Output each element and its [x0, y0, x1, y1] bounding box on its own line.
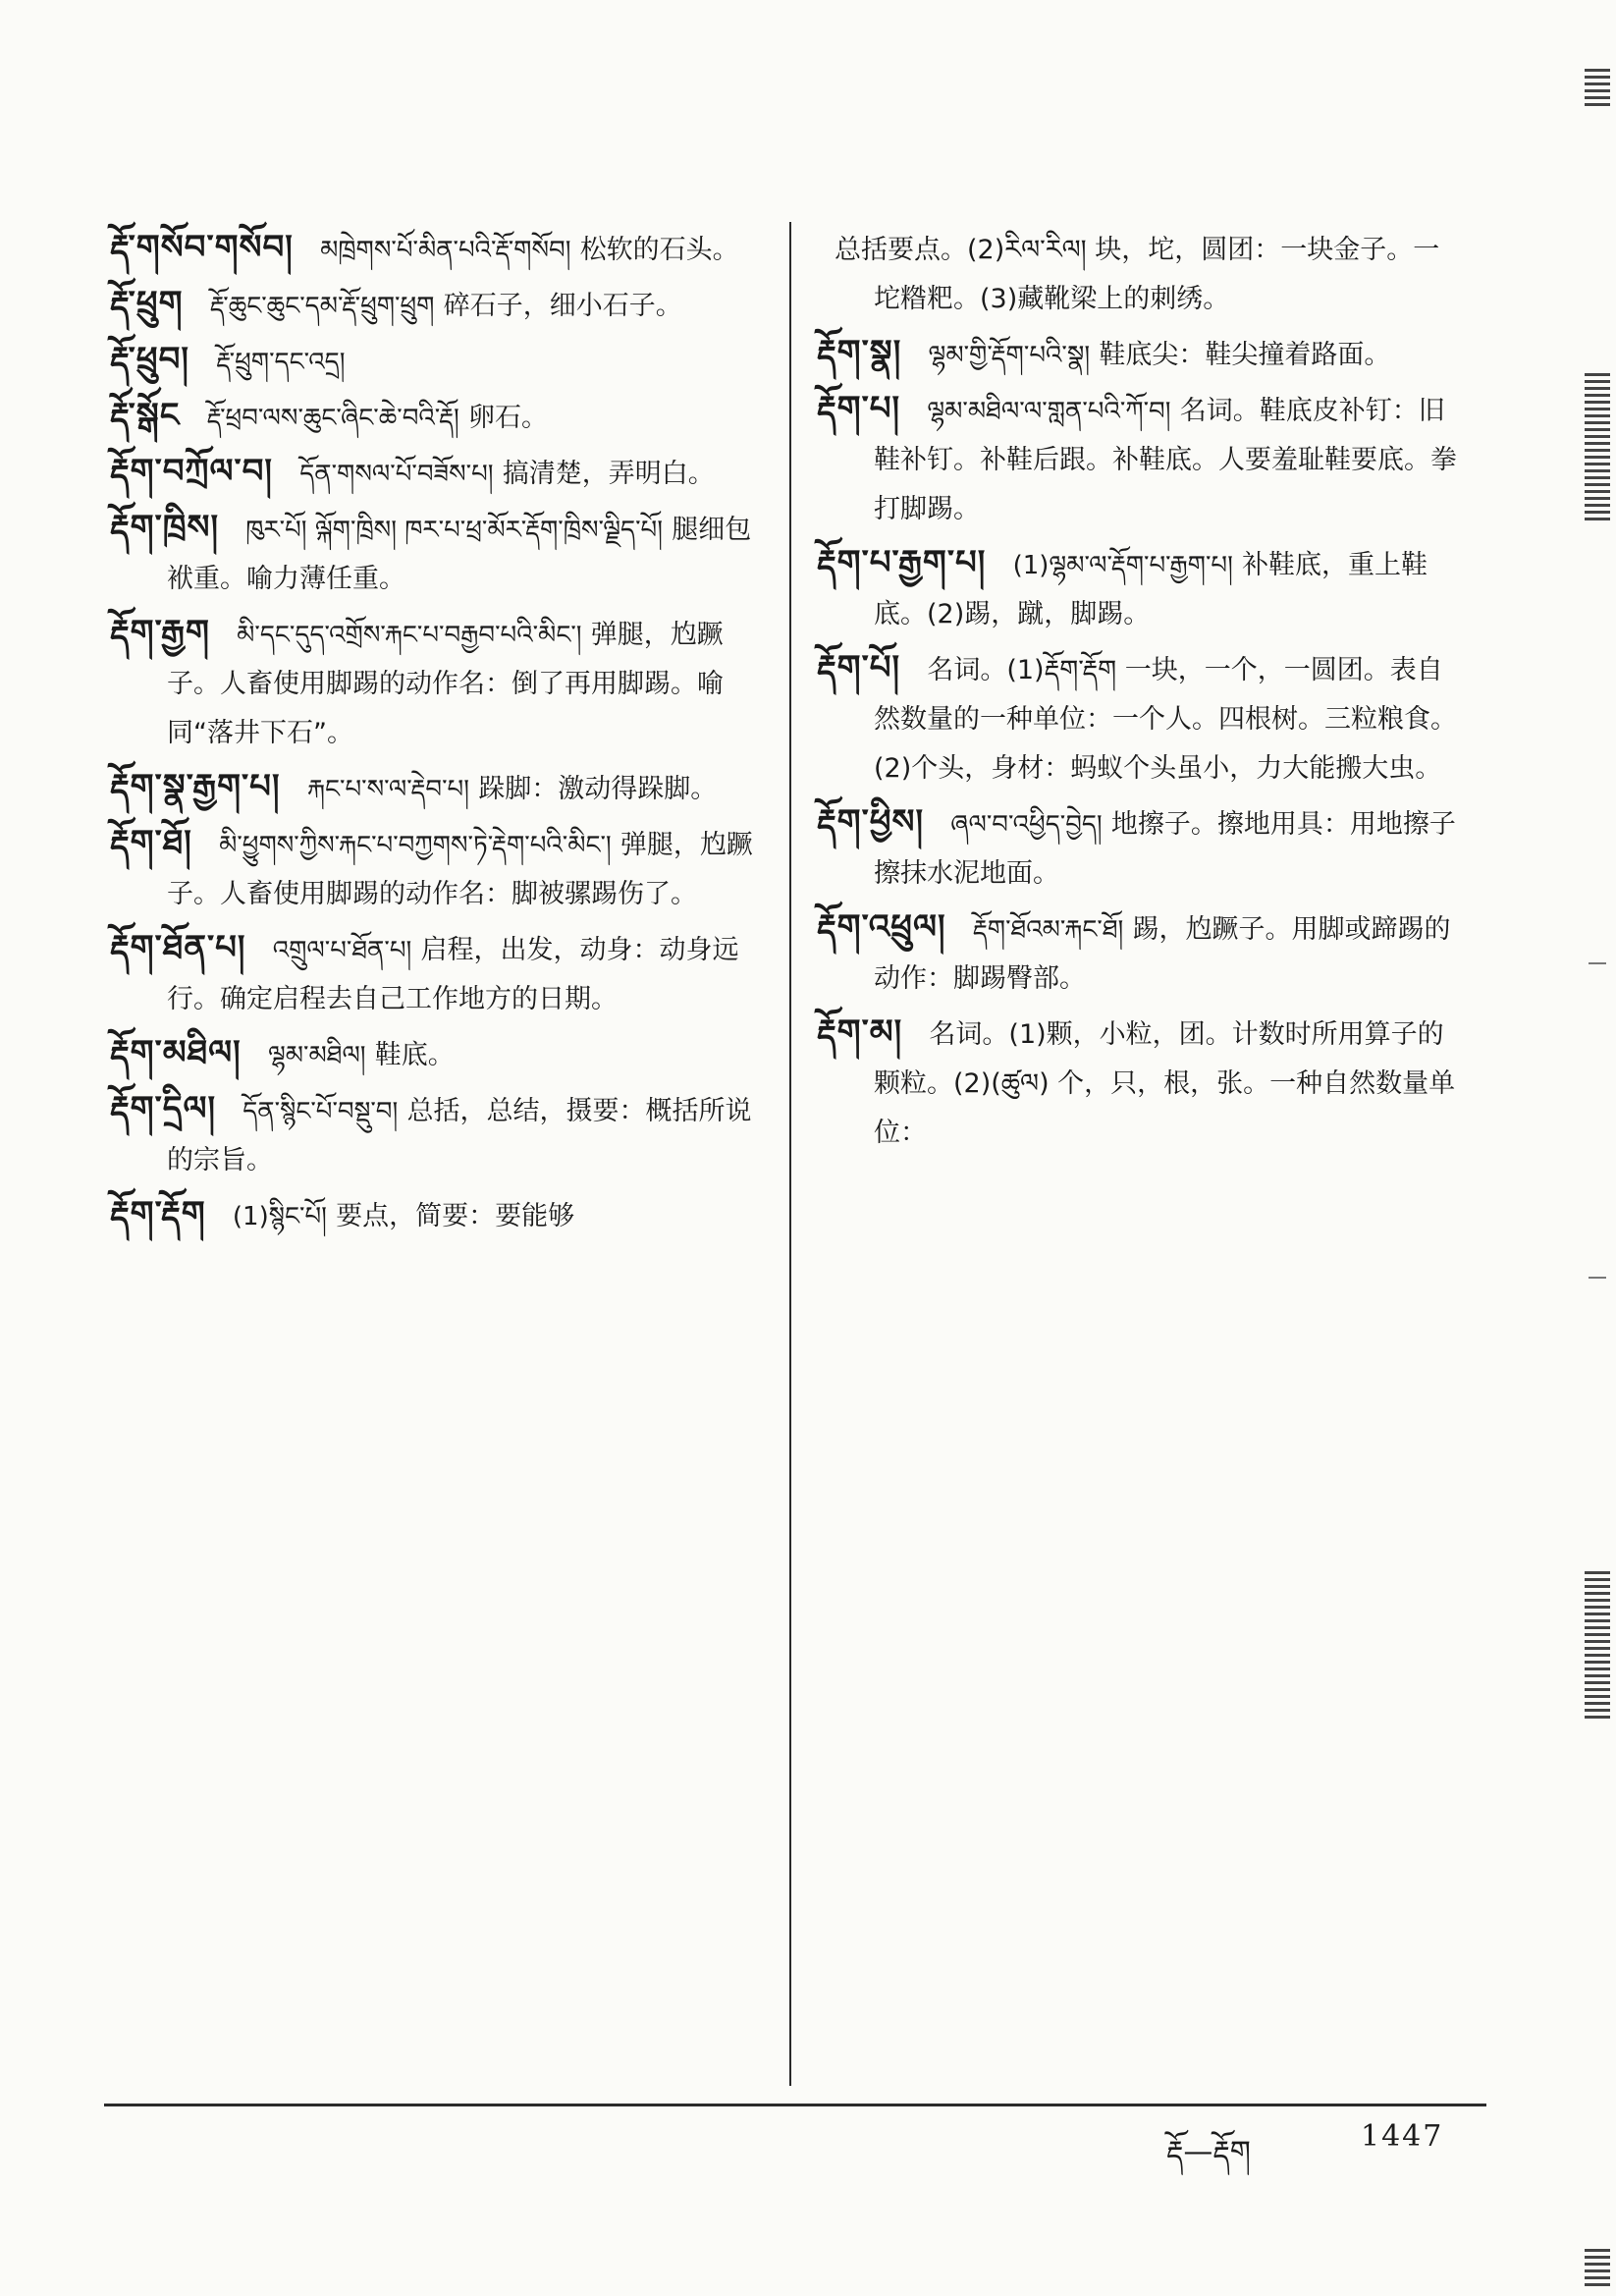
column-divider: [789, 222, 791, 2086]
dictionary-entry: [817, 539, 1465, 638]
entry-headword: རྡོ་ཕྲུག: [110, 284, 184, 323]
entry-headword: རྡོག་པ་རྒྱག་པ།: [817, 543, 987, 582]
entry-chinese-definition: 总括，总结，摄要：概括所说的宗旨。: [167, 1096, 752, 1175]
entry-tibetan-definition: རྡོ་ཆུང་ཆུང་དམ་རྡོ་ཕྲུག་ཕྲུག: [209, 292, 435, 321]
dictionary-entry: [110, 924, 768, 1023]
dictionary-entry: [817, 1009, 1465, 1157]
entry-tibetan-definition: ཁུར་པོ། ལྐོག་ཁྲིས། ཁར་པ་ཕྲ་མོར་རྡོག་ཁྲིས་ལྗིད་པོ།: [245, 516, 663, 545]
entry-chinese-definition: 踢，尥蹶子。用脚或蹄踢的动作：脚踢臀部。: [874, 914, 1451, 994]
dictionary-entry: [110, 224, 768, 274]
entry-chinese-definition: 卵石。: [468, 403, 548, 433]
entry-tibetan-definition: དོན་གསལ་པོ་བཟོས་པ།: [299, 460, 494, 489]
dictionary-entry: [110, 504, 768, 603]
entry-chinese-definition: 弹腿，尥蹶子。人畜使用脚踢的动作名：脚被骡踢伤了。: [167, 830, 753, 909]
entry-tibetan-definition: ཞལ་བ་འཕྱིད་བྱེད།: [950, 810, 1103, 840]
footer-headword-range: རྡོ—རྡོག: [1166, 2135, 1251, 2169]
dictionary-entry: [110, 609, 768, 757]
entry-headword: རྡོ་སྒོང: [110, 396, 181, 435]
dictionary-entry: [110, 392, 768, 442]
entry-chinese-definition: 松软的石头。: [579, 235, 739, 265]
entry-headword: རྡོ་གསོབ་གསོབ།: [110, 228, 294, 267]
dictionary-entry: [110, 1085, 768, 1184]
entry-headword: རྡོག་པ།: [817, 389, 901, 428]
dictionary-entry: [110, 819, 768, 918]
scan-edge-dash: [1589, 962, 1606, 964]
entry-tibetan-definition: (1)སྙིང་པོ།: [232, 1202, 327, 1231]
entry-headword: རྡོག་སྣ།: [817, 333, 902, 372]
entry-chinese-definition: 跺脚：激动得跺脚。: [478, 774, 718, 804]
entry-chinese-definition: 补鞋底，重上鞋底。(2)踢，蹴，脚踢。: [874, 550, 1428, 629]
scan-edge-mark: [1585, 1571, 1610, 1719]
entry-chinese-definition: 鞋底尖：鞋尖撞着路面。: [1099, 340, 1391, 370]
entry-headword: རྡོག་འཕྲུལ།: [817, 907, 946, 947]
entry-tibetan-definition: (1)ལྷམ་ལ་རྡོག་པ་རྒྱག་པ།: [1012, 551, 1233, 580]
dictionary-entry: [817, 798, 1465, 898]
scan-edge-dash: [1589, 1277, 1606, 1279]
entry-headword: རྡོག་མ།: [817, 1012, 903, 1052]
entry-chinese-definition: 要点，简要：要能够: [336, 1201, 575, 1231]
entry-tibetan-definition: མཁྲེགས་པོ་མིན་པའི་རྡོ་གསོབ།: [320, 236, 571, 265]
entry-tibetan-definition: མི་དང་དུད་འགྲོས་རྐང་པ་བརྒྱབ་པའི་མིང་།: [237, 621, 582, 650]
entry-headword: རྡོག་ཐོ།: [110, 823, 192, 862]
dictionary-entry: [110, 1190, 768, 1240]
entry-headword: རྡོག་མཐིལ།: [110, 1033, 242, 1072]
dictionary-entry: [817, 644, 1465, 793]
entry-tibetan-definition: དོན་སྙིང་པོ་བསྡུ་བ།: [242, 1097, 399, 1126]
entry-headword: རྡོག་ཐོན་པ།: [110, 928, 246, 967]
scan-edge-mark: [1585, 69, 1610, 108]
entry-tibetan-definition: མི་ཕྱུགས་ཀྱིས་རྐང་པ་བཀྱགས་ཏེ་རྡེག་པའི་མིང་།: [219, 831, 612, 860]
entry-tibetan-definition: ལྷམ་མཐིལ་ལ་གླན་པའི་ཀོ་བ།: [927, 397, 1171, 426]
entry-chinese-definition: 地擦子。擦地用具：用地擦子擦抹水泥地面。: [874, 809, 1456, 889]
entry-chinese-definition: 鞋底。: [374, 1040, 455, 1070]
entry-chinese-definition: 名词。(1)颗，小粒，团。计数时所用算子的颗粒。(2)(ཚུལ) 个，只，根，张。一种自然数量单位：: [874, 1019, 1456, 1148]
entry-chinese-definition: 弹腿，尥蹶子。人畜使用脚踢的动作名：倒了再用脚踢。喻同“落井下石”。: [167, 620, 724, 748]
entry-tibetan-definition: རྐང་པ་ས་ལ་རྡེབ་པ།: [306, 775, 469, 804]
left-column: [110, 224, 768, 1246]
dictionary-entry: [110, 763, 768, 813]
entry-tibetan-definition: འགྲུལ་པ་ཐོན་པ།: [272, 936, 412, 965]
page-number: 1447: [1361, 2119, 1444, 2154]
entry-chinese-definition: 碎石子，细小石子。: [443, 291, 682, 321]
right-column: [817, 224, 1465, 1163]
dictionary-entry: [817, 329, 1465, 379]
scan-edge-mark: [1585, 373, 1610, 520]
entry-tibetan-definition: རྡོག་ཐོའམ་རྐང་ཐོ།: [972, 915, 1124, 945]
entry-chinese-definition: 名词。(1)རྡོག་རྡོག 一块，一个，一圆团。表自然数量的一种单位：一个人。四根树。三粒粮食。(2)个头，身材：蚂蚁个头虽小，力大能搬大虫。: [874, 655, 1457, 784]
entry-tibetan-definition: རྡོ་ཕྲུག་དང་འདྲ།: [216, 348, 346, 377]
entry-headword: རྡོག་པོ།: [817, 648, 901, 687]
entry-headword: རྡོག་རྡོག: [110, 1194, 206, 1233]
dictionary-entry: [817, 224, 1465, 323]
entry-chinese-definition: 总括要点。(2)རིལ་རིལ། 块，坨，圆团：一块金子。一坨糌粑。(3)藏靴梁上的刺绣。: [835, 235, 1440, 314]
entry-headword: རྡོག་ཕྱིས།: [817, 802, 925, 842]
entry-headword: རྡོག་ཁྲིས།: [110, 508, 220, 547]
footer-rule: [104, 2104, 1486, 2106]
entry-headword: རྡོག་རྒྱག: [110, 613, 210, 652]
dictionary-entry: [110, 448, 768, 498]
entry-headword: རྡོ་ཕྲུབ།: [110, 340, 189, 379]
entry-headword: རྡོག་དྲིལ།: [110, 1089, 216, 1128]
entry-tibetan-definition: ལྷམ་གྱི་རྡོག་པའི་སྣ།: [928, 341, 1091, 370]
scan-edge-mark: [1585, 2249, 1610, 2288]
entry-headword: རྡོག་བཀྲོལ་བ།: [110, 452, 273, 491]
dictionary-entry: [817, 903, 1465, 1003]
entry-headword: རྡོག་སྣ་རྒྱག་པ།: [110, 767, 281, 806]
entry-chinese-definition: 名词。鞋底皮补钉：旧鞋补钉。补鞋后跟。补鞋底。人要羞耻鞋要底。拳打脚踢。: [874, 396, 1457, 524]
entry-chinese-definition: 腿细包袱重。喻力薄任重。: [167, 515, 752, 594]
entry-chinese-definition: 启程，出发，动身：动身远行。确定启程去自己工作地方的日期。: [167, 935, 739, 1014]
dictionary-entry: [110, 336, 768, 386]
entry-tibetan-definition: ལྷམ་མཐིལ།: [267, 1041, 366, 1070]
entry-chinese-definition: 搞清楚，弄明白。: [502, 459, 715, 489]
dictionary-entry: [110, 1029, 768, 1079]
dictionary-entry: [817, 385, 1465, 533]
dictionary-entry: [110, 280, 768, 330]
entry-tibetan-definition: རྡོ་ཕྲབ་ལས་ཆུང་ཞིང་ཆེ་བའི་རྡོ།: [206, 404, 459, 433]
